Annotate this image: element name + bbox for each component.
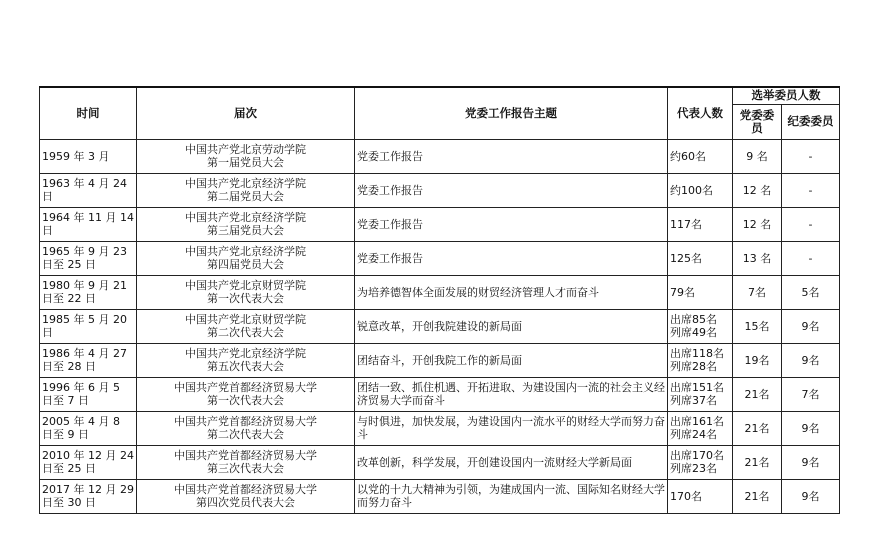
session-name: 中国共产党北京财贸学院 xyxy=(185,313,306,326)
session-name: 中国共产党北京经济学院 xyxy=(185,347,306,360)
session-name: 中国共产党北京经济学院 xyxy=(185,177,306,190)
cell-discipline-committee: 9名 xyxy=(782,343,840,377)
header-discipline-committee: 纪委委员 xyxy=(782,104,840,139)
cell-delegates: 出席151名 列席37名 xyxy=(668,377,733,411)
session-title: 第二届党员大会 xyxy=(207,190,284,203)
cell-report-theme: 党委工作报告 xyxy=(355,241,668,275)
session-name: 中国共产党首都经济贸易大学 xyxy=(174,449,317,462)
cell-session xyxy=(137,207,355,241)
table-row xyxy=(40,377,840,411)
cell-party-committee: 12 名 xyxy=(733,173,782,207)
table-row xyxy=(40,309,840,343)
cell-report-theme: 以党的十九大精神为引领，为建成国内一流、国际知名财经大学而努力奋斗 xyxy=(355,479,668,513)
session-title: 第二次代表大会 xyxy=(207,326,284,339)
cell-report-theme: 锐意改革，开创我院建设的新局面 xyxy=(355,309,668,343)
cell-time: 1959 年 3 月 xyxy=(40,139,137,173)
cell-delegates: 出席118名 列席28名 xyxy=(668,343,733,377)
cell-session xyxy=(137,241,355,275)
cell-discipline-committee: 9名 xyxy=(782,445,840,479)
session-title: 第四次党员代表大会 xyxy=(196,496,295,509)
session-title: 第三届党员大会 xyxy=(207,224,284,237)
table-row xyxy=(40,207,840,241)
cell-delegates: 出席85名 列席49名 xyxy=(668,309,733,343)
cell-discipline-committee: 9名 xyxy=(782,411,840,445)
session-title: 第四届党员大会 xyxy=(207,258,284,271)
cell-party-committee: 21名 xyxy=(733,445,782,479)
cell-delegates: 出席170名 列席23名 xyxy=(668,445,733,479)
cell-party-committee: 21名 xyxy=(733,411,782,445)
cell-time: 2010 年 12 月 24 日至 25 日 xyxy=(40,445,137,479)
header-report-theme: 党委工作报告主题 xyxy=(355,87,668,139)
session-name: 中国共产党首都经济贸易大学 xyxy=(174,381,317,394)
table-row xyxy=(40,445,840,479)
session-name: 中国共产党首都经济贸易大学 xyxy=(174,415,317,428)
party-congress-table xyxy=(39,86,840,514)
cell-time: 1985 年 5 月 20 日 xyxy=(40,309,137,343)
cell-delegates: 125名 xyxy=(668,241,733,275)
cell-delegates: 出席161名 列席24名 xyxy=(668,411,733,445)
cell-report-theme: 为培养德智体全面发展的财贸经济管理人才而奋斗 xyxy=(355,275,668,309)
cell-delegates: 170名 xyxy=(668,479,733,513)
table-row xyxy=(40,139,840,173)
header-time: 时间 xyxy=(40,87,137,139)
session-title: 第一次代表大会 xyxy=(207,292,284,305)
cell-discipline-committee: 9名 xyxy=(782,479,840,513)
cell-session xyxy=(137,479,355,513)
header-delegates: 代表人数 xyxy=(668,87,733,139)
cell-discipline-committee: - xyxy=(782,207,840,241)
table-row xyxy=(40,411,840,445)
cell-report-theme: 改革创新，科学发展，开创建设国内一流财经大学新局面 xyxy=(355,445,668,479)
table-row xyxy=(40,173,840,207)
table-body xyxy=(40,139,840,513)
cell-report-theme: 党委工作报告 xyxy=(355,207,668,241)
cell-session xyxy=(137,173,355,207)
cell-time: 1996 年 6 月 5 日至 7 日 xyxy=(40,377,137,411)
cell-discipline-committee: 9名 xyxy=(782,309,840,343)
cell-discipline-committee: - xyxy=(782,241,840,275)
table-row xyxy=(40,275,840,309)
session-title: 第五次代表大会 xyxy=(207,360,284,373)
table-row xyxy=(40,479,840,513)
cell-party-committee: 7名 xyxy=(733,275,782,309)
table-row xyxy=(40,241,840,275)
cell-session xyxy=(137,411,355,445)
cell-session xyxy=(137,343,355,377)
cell-time: 1986 年 4 月 27 日至 28 日 xyxy=(40,343,137,377)
header-row-main xyxy=(40,87,840,104)
table-header xyxy=(40,87,840,139)
cell-party-committee: 12 名 xyxy=(733,207,782,241)
cell-time: 1963 年 4 月 24 日 xyxy=(40,173,137,207)
session-title: 第一届党员大会 xyxy=(207,156,284,169)
session-title: 第二次代表大会 xyxy=(207,428,284,441)
cell-delegates: 约100名 xyxy=(668,173,733,207)
cell-discipline-committee: 5名 xyxy=(782,275,840,309)
cell-report-theme: 党委工作报告 xyxy=(355,173,668,207)
cell-report-theme: 团结一致、抓住机遇、开拓进取、为建设国内一流的社会主义经济贸易大学而奋斗 xyxy=(355,377,668,411)
cell-party-committee: 19名 xyxy=(733,343,782,377)
cell-party-committee: 13 名 xyxy=(733,241,782,275)
cell-party-committee: 9 名 xyxy=(733,139,782,173)
cell-time: 1980 年 9 月 21 日至 22 日 xyxy=(40,275,137,309)
cell-report-theme: 与时俱进，加快发展，为建设国内一流水平的财经大学而努力奋斗 xyxy=(355,411,668,445)
cell-report-theme: 团结奋斗，开创我院工作的新局面 xyxy=(355,343,668,377)
session-name: 中国共产党北京劳动学院 xyxy=(185,143,306,156)
session-name: 中国共产党北京经济学院 xyxy=(185,245,306,258)
session-name: 中国共产党首都经济贸易大学 xyxy=(174,483,317,496)
header-session: 届次 xyxy=(137,87,355,139)
cell-report-theme: 党委工作报告 xyxy=(355,139,668,173)
cell-session xyxy=(137,139,355,173)
cell-time: 2017 年 12 月 29 日至 30 日 xyxy=(40,479,137,513)
header-elected-members: 选举委员人数 xyxy=(733,87,840,104)
cell-discipline-committee: - xyxy=(782,173,840,207)
table-row xyxy=(40,343,840,377)
cell-session xyxy=(137,377,355,411)
cell-party-committee: 21名 xyxy=(733,479,782,513)
cell-party-committee: 15名 xyxy=(733,309,782,343)
cell-delegates: 约60名 xyxy=(668,139,733,173)
session-name: 中国共产党北京财贸学院 xyxy=(185,279,306,292)
cell-time: 1965 年 9 月 23 日至 25 日 xyxy=(40,241,137,275)
cell-time: 2005 年 4 月 8 日至 9 日 xyxy=(40,411,137,445)
cell-delegates: 79名 xyxy=(668,275,733,309)
session-title: 第一次代表大会 xyxy=(207,394,284,407)
cell-discipline-committee: - xyxy=(782,139,840,173)
cell-session xyxy=(137,309,355,343)
cell-time: 1964 年 11 月 14 日 xyxy=(40,207,137,241)
session-name: 中国共产党北京经济学院 xyxy=(185,211,306,224)
cell-party-committee: 21名 xyxy=(733,377,782,411)
session-title: 第三次代表大会 xyxy=(207,462,284,475)
cell-session xyxy=(137,275,355,309)
cell-delegates: 117名 xyxy=(668,207,733,241)
header-party-committee: 党委委员 xyxy=(733,104,782,139)
cell-session xyxy=(137,445,355,479)
cell-discipline-committee: 7名 xyxy=(782,377,840,411)
